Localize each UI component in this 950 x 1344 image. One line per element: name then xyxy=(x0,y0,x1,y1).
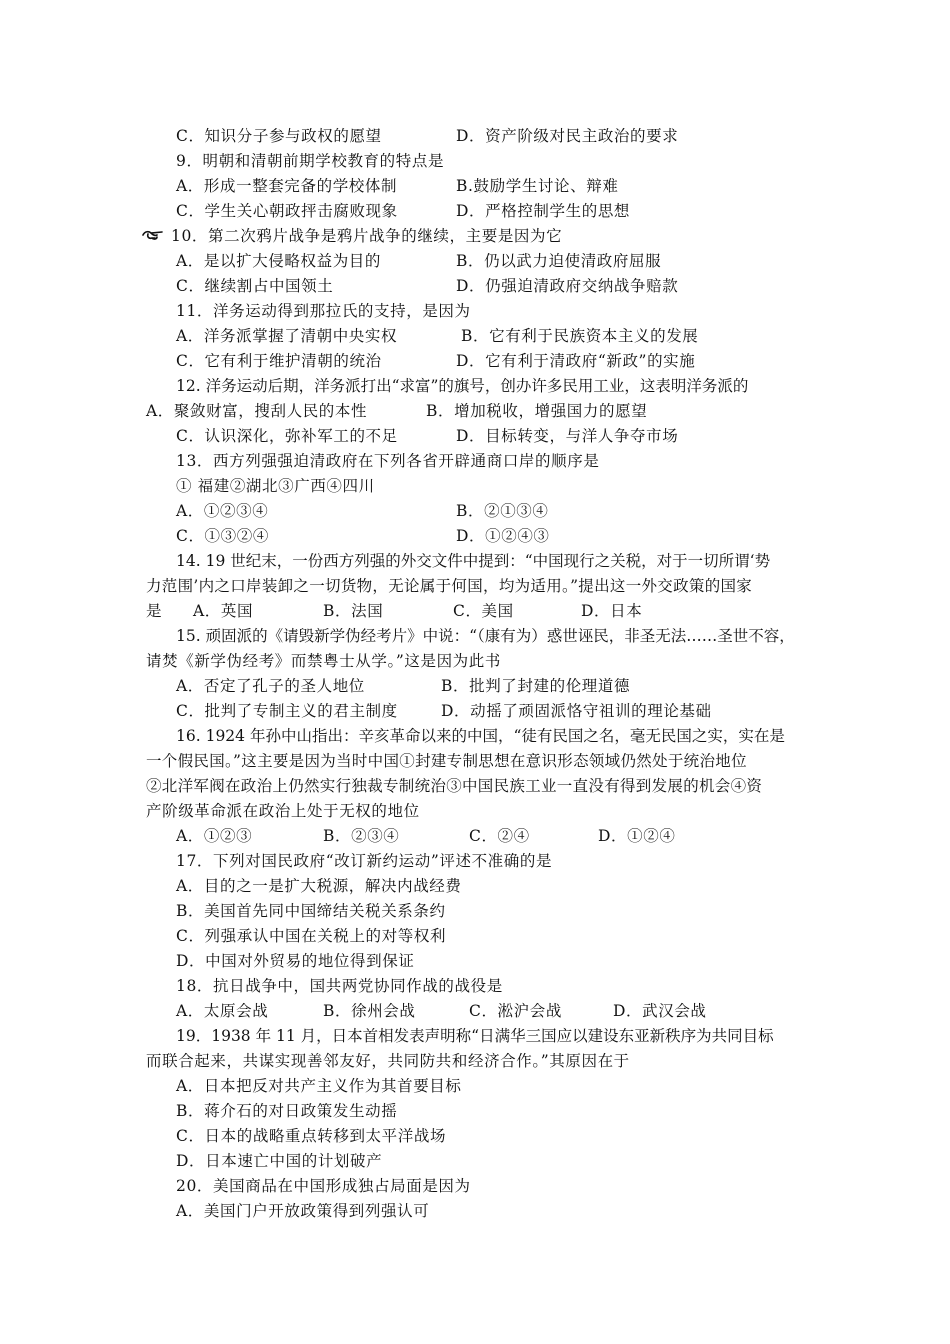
option-a: A．形成一整套完备的学校体制 xyxy=(176,177,398,195)
option-d: D．仍强迫清政府交纳战争赔款 xyxy=(456,277,679,295)
option-c: C．认识深化，弥补军工的不足 xyxy=(176,427,398,445)
option-d: D．资产阶级对民主政治的要求 xyxy=(456,127,679,145)
option-d: D．①②④ xyxy=(598,827,676,845)
option-b: B．蒋介石的对日政策发生动摇 xyxy=(176,1102,398,1120)
question-19: 19．1938 年 11 月，日本首相发表声明称“日满华三国应以建设东亚新秩序为共同目标 xyxy=(176,1027,774,1045)
option-a: A．目的之一是扩大税源，解决内战经费 xyxy=(176,877,462,895)
option-a: A．日本把反对共产主义作为其首要目标 xyxy=(176,1077,462,1095)
option-b: B．它有利于民族资本主义的发展 xyxy=(461,327,699,345)
option-a: A．太原会战 xyxy=(176,1002,269,1020)
option-c: C．①③②④ xyxy=(176,527,269,545)
question-20: 20．美国商品在中国形成独占局面是因为 xyxy=(176,1177,471,1195)
question-14-cont: 是 xyxy=(146,602,163,620)
option-c: C．②④ xyxy=(469,827,530,845)
option-b: B．批判了封建的伦理道德 xyxy=(441,677,631,695)
option-a: A．否定了孔子的圣人地位 xyxy=(176,677,365,695)
question-9: 9．明朝和清朝前期学校教育的特点是 xyxy=(176,152,445,170)
question-15: 15. 顽固派的《请毁新学伪经考片》中说：“（康有为）惑世诬民，非圣无法……圣世不容， xyxy=(176,627,795,645)
option-a: A．洋务派掌握了清朝中央实权 xyxy=(176,327,398,345)
question-16-cont: 一个假民国。”这主要是因为当时中国①封建专制思想在意识形态领域仍然处于统治地位 xyxy=(146,752,747,770)
option-c: C．美国 xyxy=(453,602,514,620)
option-b: B．②③④ xyxy=(323,827,400,845)
hand-pointer-icon xyxy=(142,226,164,242)
option-c: C．继续割占中国领土 xyxy=(176,277,334,295)
option-d: D．严格控制学生的思想 xyxy=(456,202,631,220)
option-a: A．①②③④ xyxy=(176,502,269,520)
question-16-cont: 产阶级革命派在政治上处于无权的地位 xyxy=(146,802,420,820)
option-a: A．是以扩大侵略权益为目的 xyxy=(176,252,381,270)
question-11: 11．洋务运动得到那拉氏的支持，是因为 xyxy=(176,302,471,320)
option-c: C．学生关心朝政抨击腐败现象 xyxy=(176,202,398,220)
question-19-cont: 而联合起来，共谋实现善邻友好，共同防共和经济合作。”其原因在于 xyxy=(146,1052,630,1070)
option-b: B．徐州会战 xyxy=(323,1002,416,1020)
option-c: C．日本的战略重点转移到太平洋战场 xyxy=(176,1127,447,1145)
option-d: D．动摇了顽固派恪守祖训的理论基础 xyxy=(441,702,712,720)
option-b: B．增加税收，增强国力的愿望 xyxy=(426,402,648,420)
question-13-items: ① 福建②湖北③广西④四川 xyxy=(176,477,375,495)
option-b: B.鼓励学生讨论、辩难 xyxy=(456,177,619,195)
option-a: A．①②③ xyxy=(176,827,253,845)
question-12: 12. 洋务运动后期，洋务派打出“求富”的旗号，创办许多民用工业，这表明洋务派的 xyxy=(176,377,749,395)
question-14: 14. 19 世纪末，一份西方列强的外交文件中提到：“中国现行之关税，对于一切所谓‘势 xyxy=(176,552,771,570)
option-d: D．它有利于清政府“新政”的实施 xyxy=(456,352,696,370)
option-d: D．目标转变，与洋人争夺市场 xyxy=(456,427,679,445)
option-d: D．①②④③ xyxy=(456,527,550,545)
question-18: 18．抗日战争中，国共两党协同作战的战役是 xyxy=(176,977,503,995)
option-d: D．中国对外贸易的地位得到保证 xyxy=(176,952,415,970)
option-d: D．日本 xyxy=(581,602,643,620)
option-b: B．②①③④ xyxy=(456,502,549,520)
option-d: D．日本速亡中国的计划破产 xyxy=(176,1152,383,1170)
option-c: C．知识分子参与政权的愿望 xyxy=(176,127,382,145)
option-c: C．它有利于维护清朝的统治 xyxy=(176,352,382,370)
question-10: 10．第二次鸦片战争是鸦片战争的继续，主要是因为它 xyxy=(171,227,563,245)
option-a: A．美国门户开放政策得到列强认可 xyxy=(176,1202,430,1220)
option-b: B．美国首先同中国缔结关税关系条约 xyxy=(176,902,446,920)
question-14-cont: 力范围’内之口岸装卸之一切货物，无论属于何国，均为适用。”提出这一外交政策的国家 xyxy=(146,577,753,595)
option-a: A．聚敛财富，搜刮人民的本性 xyxy=(146,402,368,420)
question-16-cont: ②北洋军阀在政治上仍然实行独裁专制统治③中国民族工业一直没有得到发展的机会④资 xyxy=(146,777,763,795)
option-b: B．仍以武力迫使清政府屈服 xyxy=(456,252,662,270)
question-16: 16. 1924 年孙中山指出：辛亥革命以来的中国，“徒有民国之名，毫无民国之实，实在是 xyxy=(176,727,785,745)
option-b: B．法国 xyxy=(323,602,384,620)
option-c: C．淞沪会战 xyxy=(469,1002,562,1020)
option-c: C．列强承认中国在关税上的对等权利 xyxy=(176,927,447,945)
question-15-cont: 请焚《新学伪经考》而禁粤士从学。”这是因为此书 xyxy=(146,652,501,670)
option-d: D．武汉会战 xyxy=(613,1002,707,1020)
question-13: 13．西方列强强迫清政府在下列各省开辟通商口岸的顺序是 xyxy=(176,452,600,470)
option-a: A．英国 xyxy=(193,602,254,620)
option-c: C．批判了专制主义的君主制度 xyxy=(176,702,398,720)
question-17: 17．下列对国民政府“改订新约运动”评述不准确的是 xyxy=(176,852,553,870)
